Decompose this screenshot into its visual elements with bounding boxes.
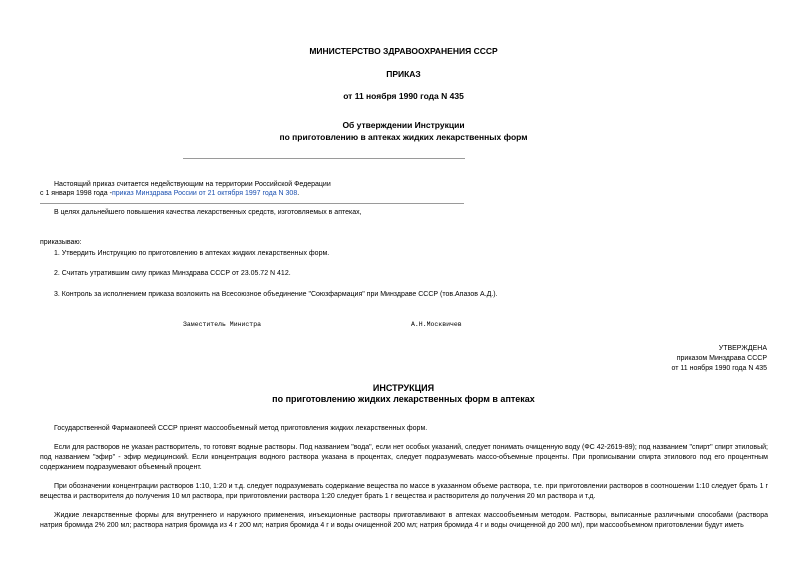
instruction-body <box>40 424 768 531</box>
document-type: ПРИКАЗ <box>386 69 421 79</box>
subject-line-2: по приготовлению в аптеках жидких лекарственных форм <box>279 132 528 142</box>
subject-line-1: Об утверждении Инструкции <box>342 120 465 130</box>
instruction-paragraph-2: Если для растворов не указан растворитель, то готовят водные растворы. Под названием "вода", если нет особых указаний, следует понимать очищенную воду (ФС 42-2619-89); под названием "спирт" спирт этиловый; под названием "эфир" - эфир медицинский. Если концентрация водного раствора указана в процентах, следует подразумевать массо-объемные проценты. При прописывании спирта этилового под его процентным содержанием подразумевают объемный процент. <box>40 444 768 471</box>
instruction-paragraph-4: Жидкие лекарственные формы для внутреннего и наружного применения, инъекционные растворы приготавливают в аптеках массообъемным методом. Растворы, выписанные различными способами (раствора натрия бромида 2% 200 мл; раствора натрия бромида из 4 г 200 мл; натрия бромида 4 г и воды очищенной 200 мл; натрия бромида 4 г и воды очищенной до 200 мл), при массообъемном приготовлении будут иметь <box>40 512 768 529</box>
approval-line-1: УТВЕРЖДЕНА <box>718 345 767 352</box>
approval-line-2: приказом Минздрава СССР <box>676 355 767 362</box>
approval-line-3: от 11 ноября 1990 года N 435 <box>671 365 767 372</box>
signatory-position: Заместитель Министра <box>183 321 262 328</box>
status-note-line1: Настоящий приказ считается недействующим на территории Российской Федерации <box>54 181 331 188</box>
document-date-number: от 11 ноября 1990 года N 435 <box>343 91 464 101</box>
preamble-text: В целях дальнейшего повышения качества лекарственных средств, изготовляемых в аптеках, <box>54 209 362 216</box>
status-note-line2 <box>40 189 299 198</box>
order-word: приказываю: <box>40 239 82 246</box>
instruction-title: ИНСТРУКЦИЯ <box>372 383 435 393</box>
order-item-1: 1. Утвердить Инструкцию по приготовлению в аптеках жидких лекарственных форм. <box>54 250 330 257</box>
superseding-order-link[interactable]: приказ Минздрава России от 21 октября 1997 года N 308 <box>111 190 298 197</box>
status-note-prefix: с 1 января 1998 года - <box>40 190 112 197</box>
order-item-3: 3. Контроль за исполнением приказа возложить на Всесоюзное объединение "Союзфармация" при Минздраве СССР (тов.Апазов А.Д.). <box>54 291 498 298</box>
status-note-suffix: . <box>297 190 300 197</box>
ministry-heading: МИНИСТЕРСТВО ЗДРАВООХРАНЕНИЯ СССР <box>309 46 498 56</box>
instruction-subtitle: по приготовлению жидких лекарственных форм в аптеках <box>272 394 535 404</box>
status-note-divider <box>40 203 464 204</box>
order-item-2: 2. Считать утратившим силу приказ Минздрава СССР от 23.05.72 N 412. <box>54 270 291 277</box>
instruction-paragraph-1: Государственной Фармакопеей СССР принят массообъемный метод приготовления жидких лекарственных форм. <box>54 425 428 432</box>
instruction-paragraph-3: При обозначении концентрации растворов 1:10, 1:20 и т.д. следует подразумевать содержание вещества по массе в указанном объеме раствора, т.е. при приготовлении растворов в соотношении 1:10 следует брать 1 г вещества и растворителя до получения 10 мл раствора, при приготовлении раствора 1:20 следует брать 1 г вещества и растворителя до получения 20 мл раствора и т.д. <box>40 483 768 500</box>
header-divider <box>183 158 465 159</box>
signatory-name: А.Н.Москвичев <box>411 321 462 328</box>
